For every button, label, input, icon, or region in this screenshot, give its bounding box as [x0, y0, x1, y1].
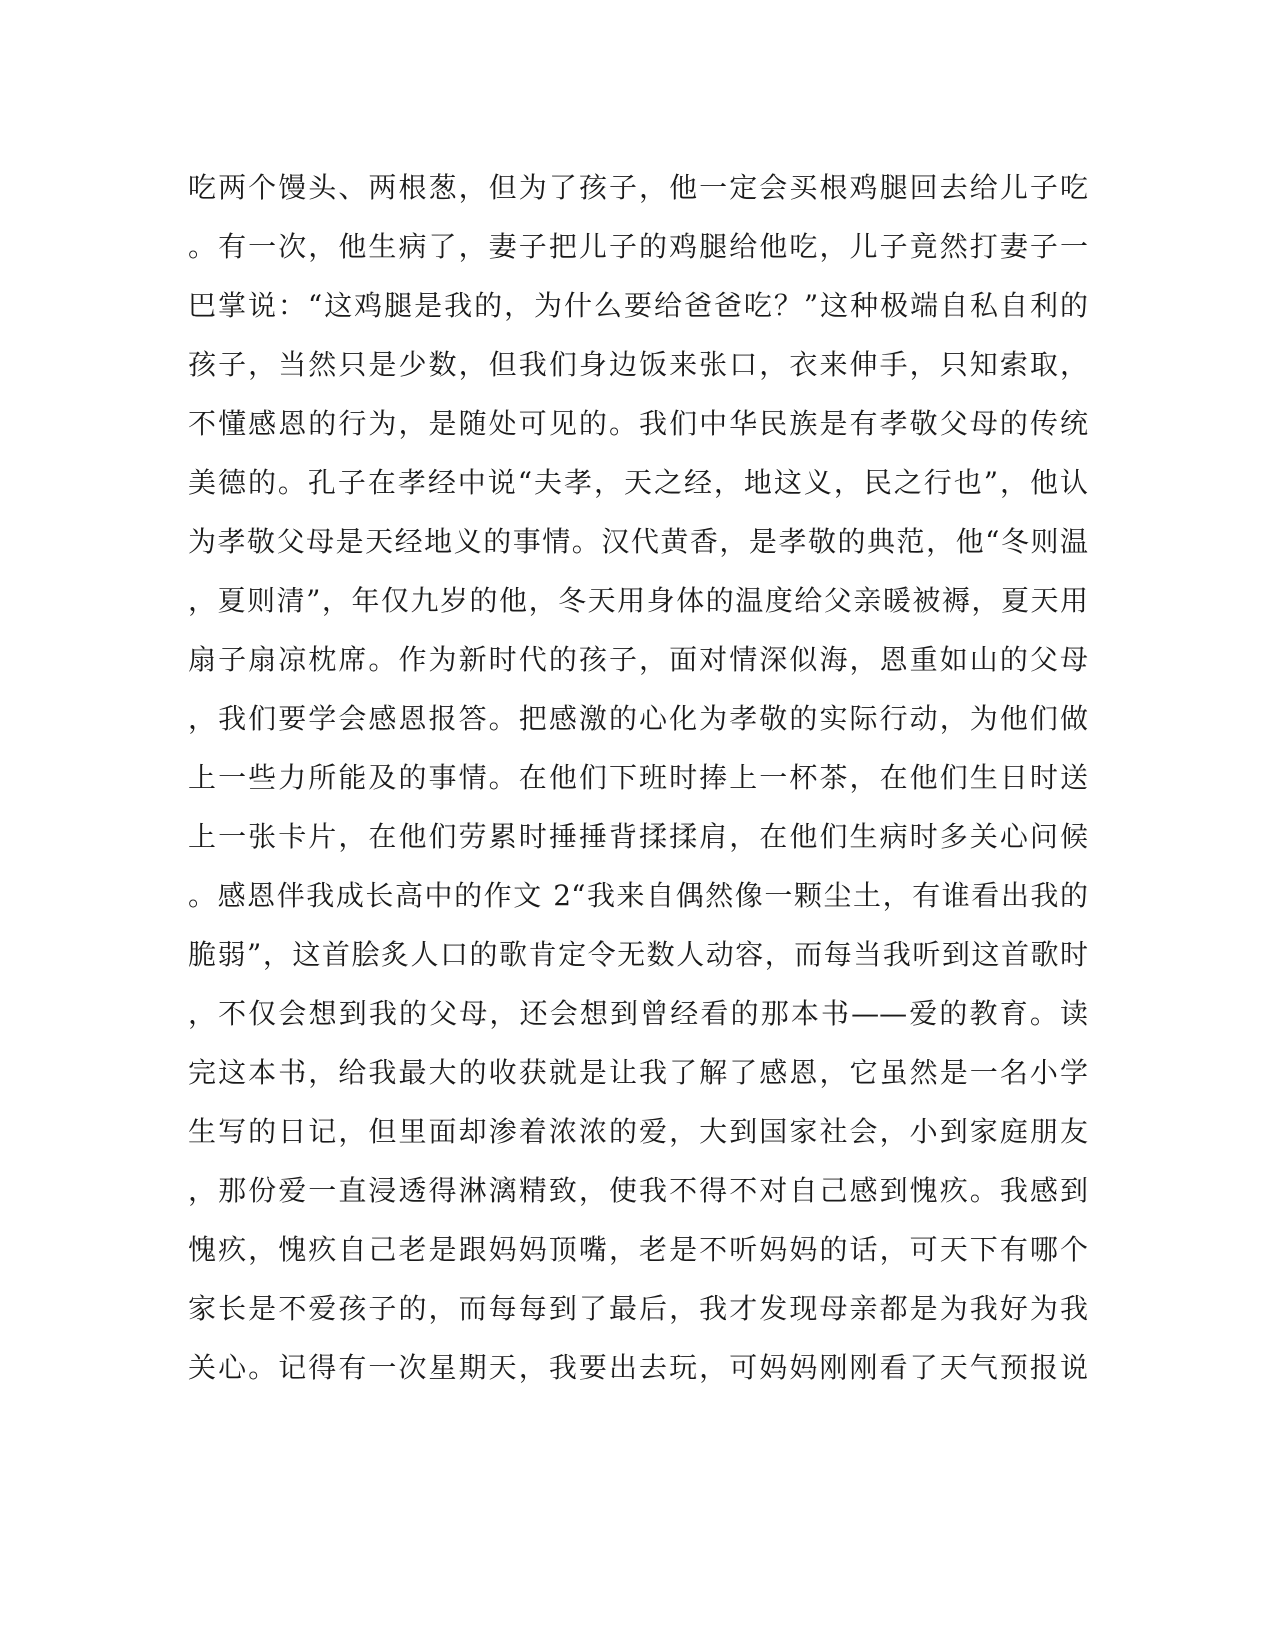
- text-line: 为孝敬父母是天经地义的事情。汉代黄香，是孝敬的典范，他“冬则温: [188, 525, 1088, 558]
- text-line: ，我们要学会感恩报答。把感激的心化为孝敬的实际行动，为他们做: [188, 702, 1088, 735]
- text-line: 不懂感恩的行为，是随处可见的。我们中华民族是有孝敬父母的传统: [188, 407, 1088, 440]
- text-line: 上一张卡片，在他们劳累时捶捶背揉揉肩，在他们生病时多关心问候: [188, 820, 1088, 853]
- text-line: 愧疚，愧疚自己老是跟妈妈顶嘴，老是不听妈妈的话，可天下有哪个: [188, 1233, 1088, 1266]
- text-line: 。有一次，他生病了，妻子把儿子的鸡腿给他吃，儿子竟然打妻子一: [188, 230, 1088, 263]
- text-line: 吃两个馒头、两根葱，但为了孩子，他一定会买根鸡腿回去给儿子吃: [188, 171, 1088, 204]
- text-line: 。感恩伴我成长高中的作文 2“我来自偶然像一颗尘土，有谁看出我的: [188, 879, 1088, 912]
- text-line: 生写的日记，但里面却渗着浓浓的爱，大到国家社会，小到家庭朋友: [188, 1115, 1088, 1148]
- text-line: ，不仅会想到我的父母，还会想到曾经看的那本书——爱的教育。读: [188, 997, 1088, 1030]
- text-line: 美德的。孔子在孝经中说“夫孝，天之经，地这义，民之行也”，他认: [188, 466, 1088, 499]
- text-line: 完这本书，给我最大的收获就是让我了解了感恩，它虽然是一名小学: [188, 1056, 1088, 1089]
- text-line: 扇子扇凉枕席。作为新时代的孩子，面对情深似海，恩重如山的父母: [188, 643, 1088, 676]
- text-line: 脆弱”，这首脍炙人口的歌肯定令无数人动容，而每当我听到这首歌时: [188, 938, 1088, 971]
- text-line: 巴掌说：“这鸡腿是我的，为什么要给爸爸吃？”这种极端自私自利的: [188, 289, 1088, 322]
- text-line: 关心。记得有一次星期天，我要出去玩，可妈妈刚刚看了天气预报说: [188, 1351, 1088, 1384]
- text-line: 孩子，当然只是少数，但我们身边饭来张口，衣来伸手，只知索取，: [188, 348, 1088, 381]
- text-line: ，夏则清”，年仅九岁的他，冬天用身体的温度给父亲暖被褥，夏天用: [188, 584, 1088, 617]
- body-text: [188, 158, 1088, 1397]
- text-line: 上一些力所能及的事情。在他们下班时捧上一杯茶，在他们生日时送: [188, 761, 1088, 794]
- text-line: 家长是不爱孩子的，而每每到了最后，我才发现母亲都是为我好为我: [188, 1292, 1088, 1325]
- text-line: ，那份爱一直浸透得淋漓精致，使我不得不对自己感到愧疚。我感到: [188, 1174, 1088, 1207]
